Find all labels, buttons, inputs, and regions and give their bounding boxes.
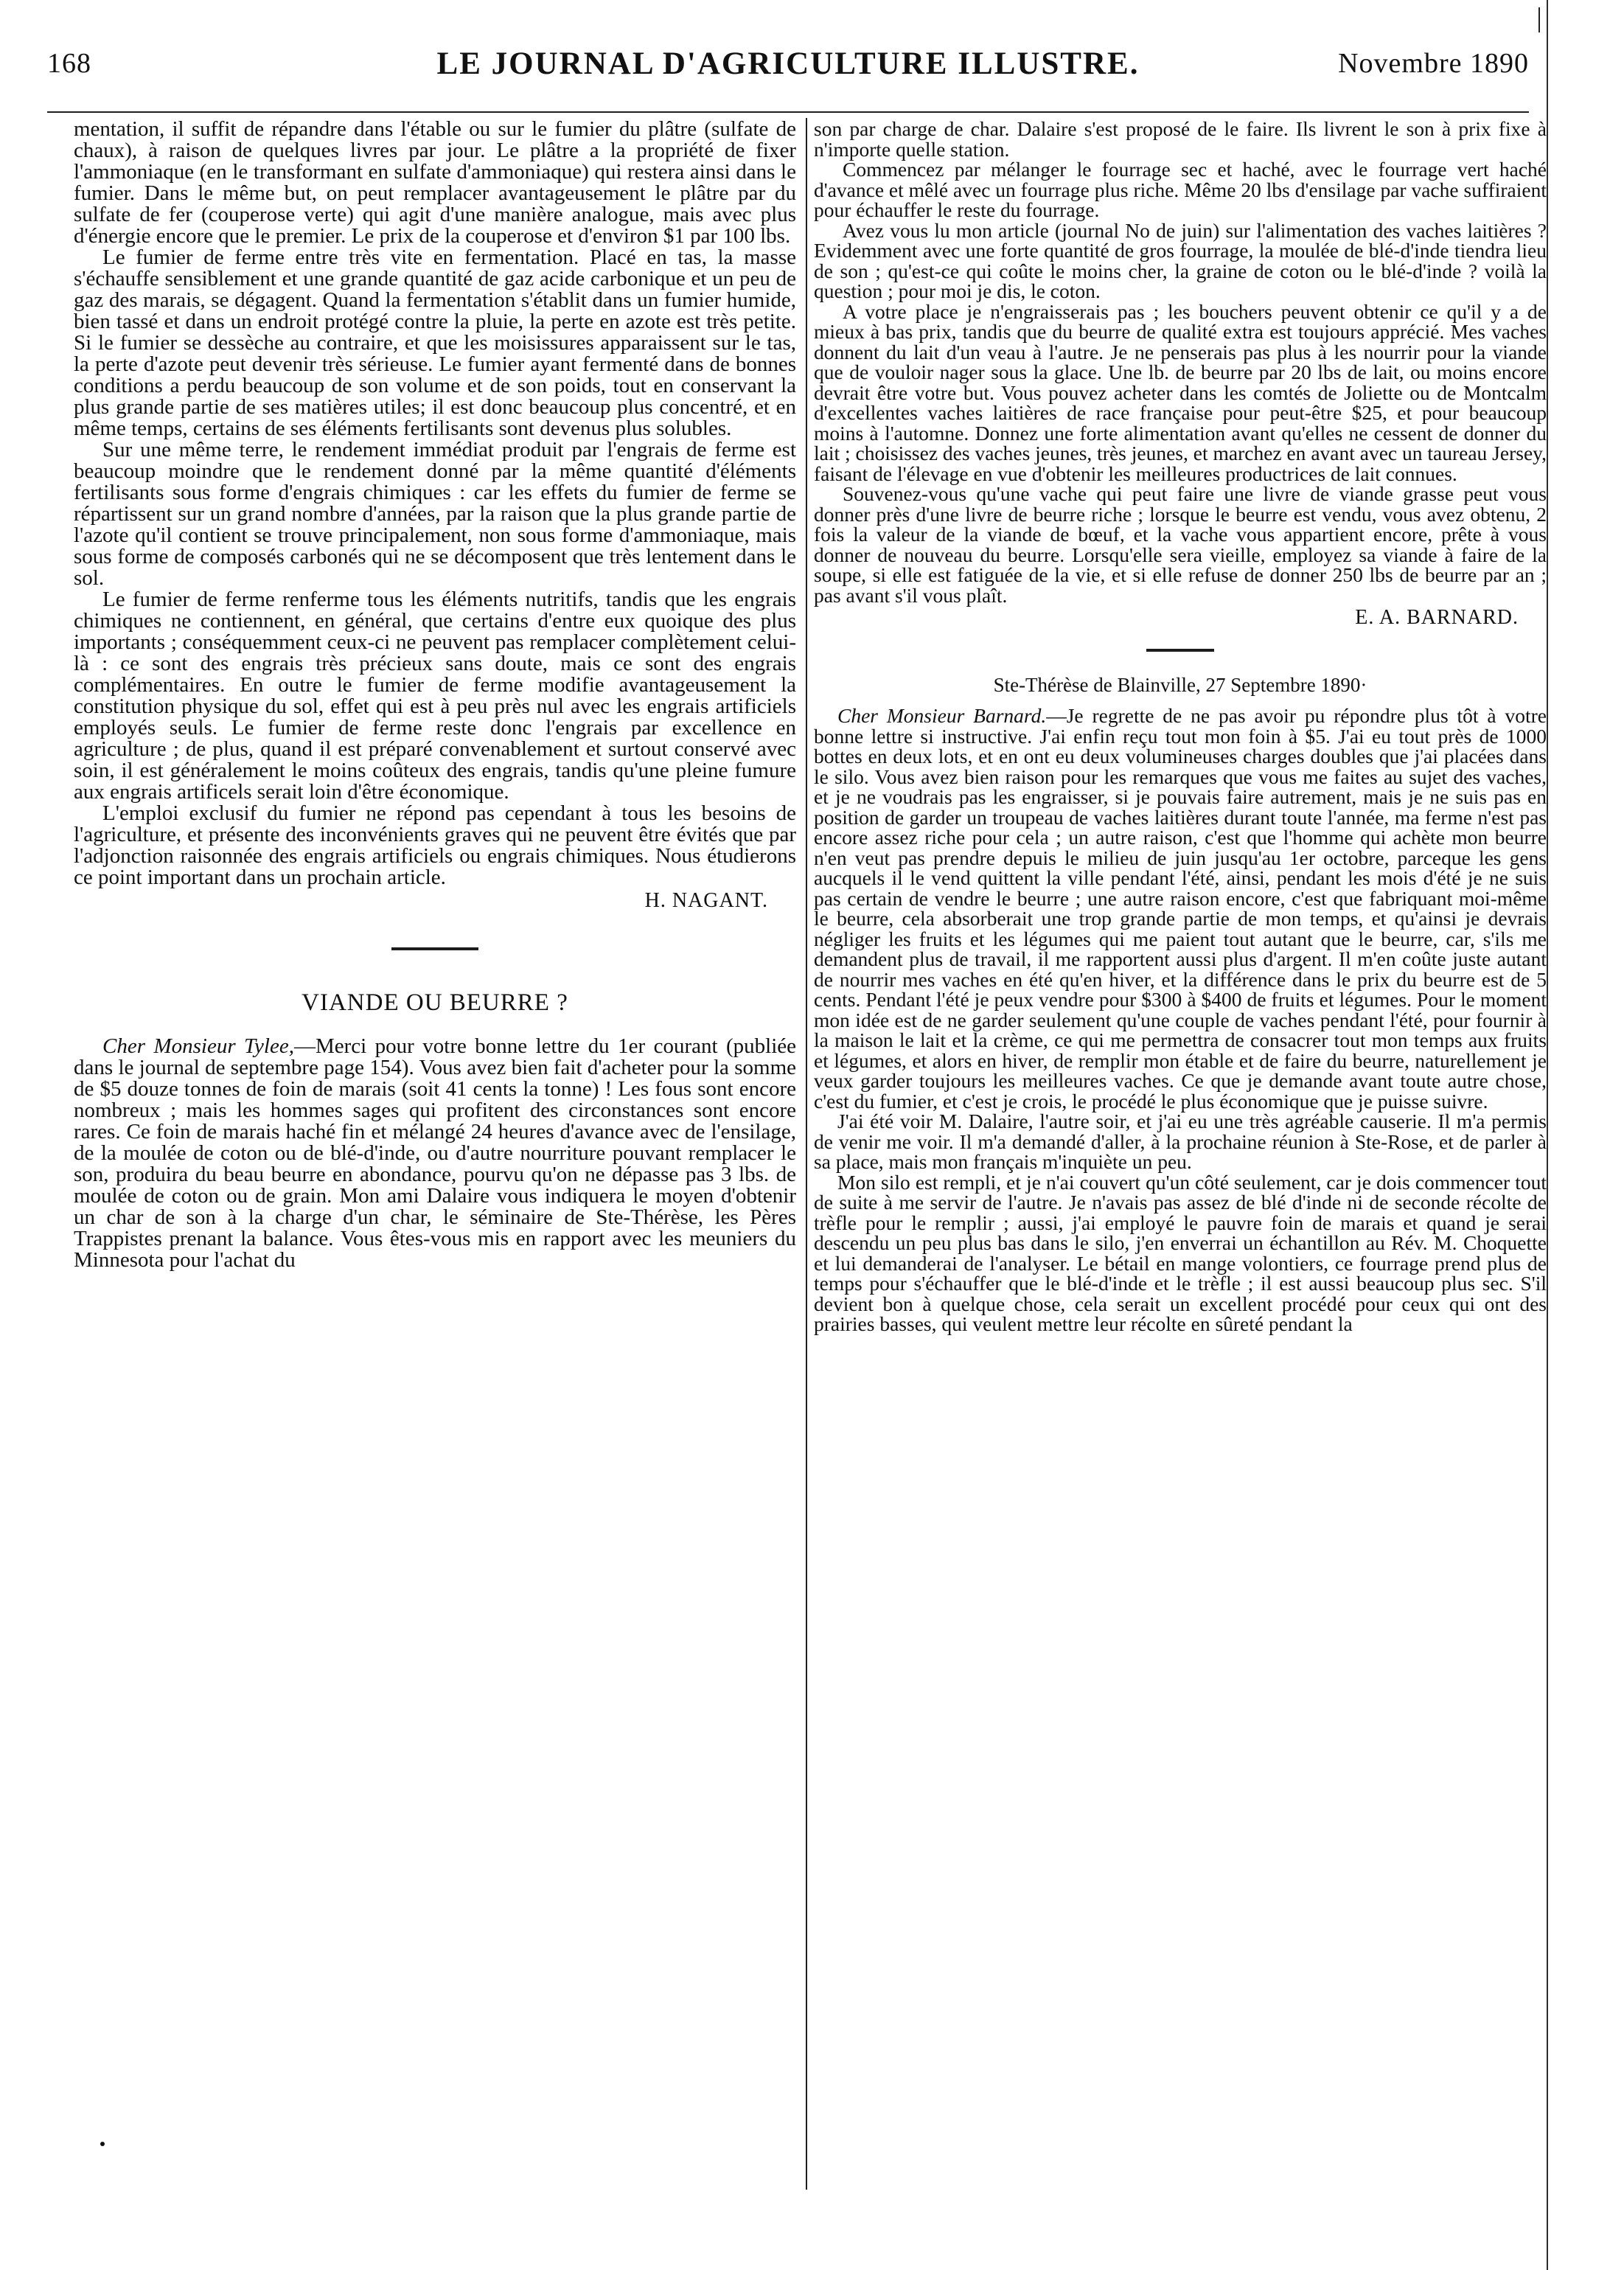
small-letter-text: —Je regrette de ne pas avoir pu répondre plus tôt à votre bonne lettre si instructive. J'ai enfin reçu tout mon foin à $5. J'ai eu tout près de 1000 bottes en deux lots, et en ont eu deux volumineuses charges doubles que j'ai placées dans le silo. Vous avez bien raison pour les remarques que vous me faites au sujet des vaches, et je ne voudrais pas les engraisser, si je pouvais faire autrement, mais je ne suis pas en position de garder un troupeau de vaches laitières durant toute l'année, ma ferme n'est pas encore assez riche pour cela ; un autre raison, c'est que l'homme qui achète mon beurre n'en veut pas prendre depuis le milieu de juin jusqu'au 1er octobre, parceque les gens aucquels il le vend quittent la ville pendant l'été, ainsi, pendant les mois d'été je ne suis pas certain de vendre le beurre ; une autre raison encore, c'est que fabriquant moi-même le beurre, cela absorberait une trop grande partie de mon temps, et qu'ainsi je devrais négliger les fruits et les légumes qui me paient tout autant que le beurre, car, s'ils me demandent plus de travail, il me rapportent aussi plus d'argent. Il m'en coûte juste autant de nourrir mes vaches en été qu'en hiver, et la différence dans le prix du beurre est de 5 cents. Pendant l'été je peux vendre pour $300 à $400 de fruits et légumes. Pour le moment mon idée est de ne garder seulement qu'une couple de vaches pendant l'été, pour fournir à la maison le lait et la crème, ce qui me permettra de consacrer tout mon temps aux fruits et légumes, et alors en hiver, de remplir mon étable et de faire du beurre, naturellement je veux garder toujours les meilleures vaches. Ce que je demande avant toute autre chose, c'est du fumier, et c'est je crois, le procédé le plus économique que je puisse suivre. — [814, 704, 1547, 1113]
page-header — [47, 46, 1529, 88]
small-letter-paragraph-2: J'ai été voir M. Dalaire, l'autre soir, et j'ai eu une très agréable causerie. Il m'a permis de venir me voir. Il m'a demandé d'aller, à la prochaine réunion à Ste-Rose, et de parler à sa place, mais mon français m'inquiète un peu. — [814, 1110, 1547, 1173]
right-paragraph-1: son par charge de char. Dalaire s'est proposé de le faire. Ils livrent le son à prix fixe à n'importe quelle station. — [814, 119, 1547, 161]
small-letter-block — [814, 706, 1547, 1334]
small-letter-opening — [814, 706, 1547, 1111]
reply-signature: E. A. BARNARD. — [1355, 606, 1519, 629]
left-paragraph-4: Le fumier de ferme renferme tous les éléments nutritifs, tandis que les engrais chimiques ne contiennent, en général, que certains d'entre eux quoique des plus importants ; conséquemment ceux-ci ne peuvent pas remplacer complètement celui-là : ce sont des engrais très précieux sans doute, mais ce sont des engrais complémentaires. En outre le fumier de ferme modifie avantageusement la constitution physique du sol, effet qui est à peu près nul avec les engrais artificiels employés seuls. Le fumier de ferme reste donc l'engrais par excellence en agriculture ; de plus, quand il est préparé convenablement et surtout conservé avec soin, il est généralement le moins coûteux des engrais, tandis qu'une pleine fumure aux engrais artificels serait loin d'être économique. — [74, 588, 796, 804]
journal-title: LE JOURNAL D'AGRICULTURE ILLUSTRE. — [436, 46, 1140, 81]
page-edge-mark — [1538, 7, 1540, 32]
bottom-mark — [100, 2142, 105, 2146]
left-paragraph-2: Le fumier de ferme entre très vite en fermentation. Placé en tas, la masse s'échauffe sensiblement et une grande quantité de gaz acide carbonique et un peu de gaz des marais, se dégagent. Quand la fermentation s'établit dans un fumier humide, bien tassé et dans un endroit protégé contre la pluie, la perte en azote est très petite. Si le fumier se dessèche au contraire, et que les moisissures apparaissent sur le tas, la perte d'azote peut devenir très sérieuse. Le fumier ayant fermenté dans de bonnes conditions a perdu beaucoup de son volume et de son poids, tout en conservant la plus grande partie de ses matières utiles; il est donc beaucoup plus concentré, et en même temps, certains de ses éléments fertilisants sont devenus plus solubles. — [74, 246, 796, 440]
section-heading: VIANDE OU BEURRE ? — [302, 989, 568, 1016]
issue-date: Novembre 1890 — [1338, 48, 1529, 79]
page-number: 168 — [47, 48, 91, 79]
article-signature: H. NAGANT. — [644, 889, 768, 912]
right-paragraph-2: Commencez par mélanger le fourrage sec et haché, avec le fourrage vert haché d'avance et mêlé avec un fourrage plus riche. Même 20 lbs d'ensilage par vache suffiraient pour échauffer le reste du fourrage. — [814, 158, 1547, 221]
letter-text: —Merci pour votre bonne lettre du 1er courant (publiée dans le journal de septembre page 154). Vous avez bien fait d'acheter pour la somme de $5 douze tonnes de foin de marais (soit 41 cents la tonne) ! Les fous sont encore nombreux ; mais les hommes sages qui profitent des circonstances sont encore rares. Ce foin de marais haché fin et mélangé 24 heures d'avance avec de l'ensilage, de la moulée de coton ou de blé-d'inde, ou d'autre nourriture pouvant remplacer le son, produira du beau beurre en abondance, pourvu qu'on ne dépasse pas 3 lbs. de moulée de coton ou de grain. Mon ami Dalaire vous indiquera le moyen d'obtenir un char de son à la charge d'un char, le séminaire de Ste-Thérèse, les Pères Trappistes prenant la balance. Vous êtes-vous mis en rapport avec les meuniers du Minnesota pour l'achat du — [74, 1034, 796, 1272]
section-separator — [391, 947, 478, 950]
right-paragraph-4: A votre place je n'engraisserais pas ; les bouchers peuvent obtenir ce qu'il y a de mieux à bas prix, tandis que du beurre de qualité extra est toujours apprécié. Mes vaches donnent du lait d'un veau à l'autre. Je ne penserais pas plus à les nourrir pour la viande que de vouloir nager sous la glace. Une lb. de beurre par 20 lbs de lait, ou moins encore devrait être votre but. Vous pouvez acheter dans les comtés de Joliette ou de Montcalm d'excellentes vaches laitières de race française pour peut-être $25, et pour beaucoup moins à l'automne. Donnez une forte alimentation avant qu'elles ne cessent de donner du lait ; choisissez des vaches jeunes, très jeunes, et marchez en avant avec un taureau Jersey, faisant de l'élevage en vue d'obtenir les meilleures productrices de lait connues. — [814, 299, 1547, 485]
left-paragraph-5: L'emploi exclusif du fumier ne répond pas cependant à tous les besoins de l'agriculture, et présente des inconvénients graves qui ne peuvent être évités que par l'adjonction raisonnée des engrais artificiels ou engrais chimiques. Nous étudierons ce point important dans un prochain article. — [74, 801, 796, 889]
column-divider — [806, 118, 807, 2190]
page-edge-rule — [1547, 0, 1548, 2270]
left-paragraph-1: mentation, il suffit de répandre dans l'étable ou sur le fumier du plâtre (sulfate de chaux), à raison de quelques livres par jour. Le plâtre a la propriété de fixer l'ammoniaque (en le transformant en sulfate d'ammoniaque) qui restera ainsi dans le fumier. Dans le même but, on peut remplacer avantageusement le plâtre par du sulfate de fer (couperose verte) qui agit d'une manière analogue, mais avec plus d'énergie encore que le premier. Le prix de la couperose et d'environ $1 par 100 lbs. — [74, 119, 796, 248]
letter-separator — [1146, 649, 1214, 652]
small-letter-paragraph-3: Mon silo est rempli, et je n'ai couvert qu'un côté seulement, car je dois commencer tout de suite à me servir de l'autre. Je n'avais pas assez de blé d'inde ni de seconde récolte de trèfle pour le remplir ; aussi, j'ai employé le pauvre foin de marais et quand je serai descendu un peu plus bas dans le silo, j'en enverrai un échantillon au Rév. M. Choquette et lui demanderai de l'analyser. Le bétail en mange volontiers, ce fourrage prend plus de temps pour s'échauffer que le blé-d'inde et le trèfle ; il est aussi beaucoup plus sec. S'il devient bon à quelque chose, cela serait un excellent procédé pour ceux qui ont des prairies basses, qui veulent mettre leur récolte en sûreté pendant la — [814, 1170, 1547, 1335]
header-rule — [47, 111, 1529, 113]
small-letter-salutation: Cher Monsieur Barnard. — [837, 704, 1047, 727]
left-column — [74, 119, 796, 2176]
letter-salutation: Cher Monsieur Tylee, — [102, 1034, 294, 1058]
right-paragraph-5: Souvenez-vous qu'une vache qui peut faire une livre de viande grasse peut vous donner près d'une livre de beurre riche ; lorsque le beurre est vendu, vous avez obtenu, 2 fois la valeur de la viande de bœuf, et la vache vous appartient encore, prête à vous donner de nouveau du beurre. Lorsqu'elle sera vieille, employez sa viande à faire de la soupe, si elle est fatiguée de la vie, et si elle refuse de donner 250 lbs de beurre par an ; pas avant s'il vous plaît. — [814, 482, 1547, 607]
letter-dateline: Ste-Thérèse de Blainville, 27 Septembre 1890· — [993, 674, 1367, 696]
letter-paragraph — [74, 1036, 796, 1271]
left-paragraph-3: Sur une même terre, le rendement immédiat produit par l'engrais de ferme est beaucoup moindre que le rendement donné par la même quantité d'éléments fertilisants sous forme d'engrais chimiques : car les effets du fumier de ferme se répartissent sur un grand nombre d'années, par la raison que la plus grande partie de l'azote qu'il contient se trouve principalement, non sous forme d'ammoniaque, mais sous forme de composés carbonés qui ne se décomposent que très lentement dans le sol. — [74, 438, 796, 590]
right-paragraph-3: Avez vous lu mon article (journal No de juin) sur l'alimentation des vaches laitières ? Evidemment avec une forte quantité de gros fourrage, la moulée de blé-d'inde tiendra lieu de son ; qu'est-ce qui coûte le moins cher, la graine de coton ou le blé-d'inde ? voilà la question ; pour moi je dis, le coton. — [814, 218, 1547, 302]
right-column — [814, 119, 1547, 2176]
